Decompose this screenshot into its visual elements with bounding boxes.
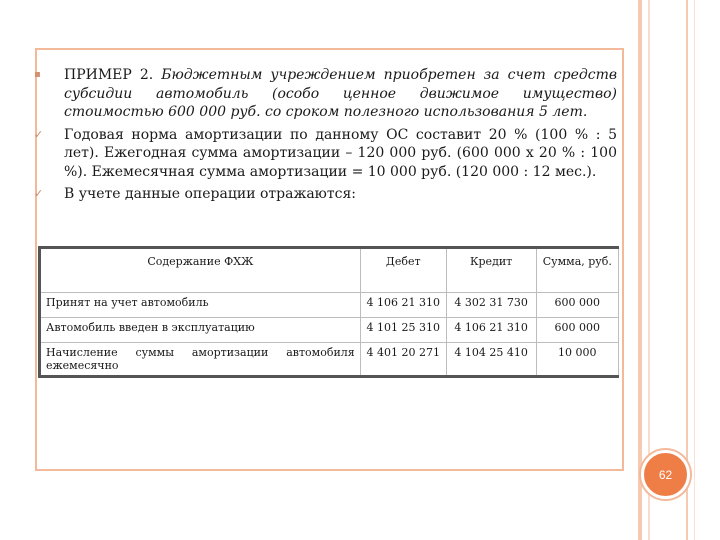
row-sum: 600 000 <box>536 293 618 318</box>
row-debit: 4 401 20 271 <box>360 343 446 377</box>
bullet-accounting <box>32 185 617 204</box>
depreciation-paragraph: Годовая норма амортизации по данному ОС составит 20 % (100 % : 5 лет). Ежегодная сумма амортизации – 120 000 руб. (600 000 х 20 % : 100 %). Ежемесячная сумма амортизации = 10 000 руб. (120 000 : 12 мес.). <box>64 126 617 180</box>
header-debit: Дебет <box>360 248 446 293</box>
row-description: Автомобиль введен в эксплуатацию <box>40 318 361 343</box>
header-content: Содержание ФХЖ <box>40 248 361 293</box>
row-description: Принят на учет автомобиль <box>40 293 361 318</box>
accounting-paragraph: В учете данные операции отражаются: <box>64 186 357 202</box>
header-credit: Кредит <box>446 248 536 293</box>
example-lead: ПРИМЕР 2. <box>64 67 162 83</box>
row-sum: 10 000 <box>536 343 618 377</box>
checkmark-bullet-icon: ✓ <box>34 127 44 141</box>
table-row <box>40 318 619 343</box>
bullet-list <box>32 66 617 208</box>
row-credit: 4 302 31 730 <box>446 293 536 318</box>
checkmark-bullet-icon: ✓ <box>34 187 44 200</box>
desc-word: автомобиля <box>286 346 355 359</box>
desc-word: амортизации <box>191 346 269 359</box>
decorative-stripe <box>694 0 695 540</box>
example-italic-text: Бюджетным учреждением приобретен за счет средств субсидии автомобиль (особо ценное движимое имущество) стоимостью 600 000 руб. со сроком полезного использования 5 лет. <box>64 67 617 120</box>
operations-table <box>38 246 619 378</box>
row-credit: 4 106 21 310 <box>446 318 536 343</box>
table-header-row <box>40 248 619 293</box>
row-sum: 600 000 <box>536 318 618 343</box>
header-sum: Сумма, руб. <box>536 248 618 293</box>
table-row <box>40 343 619 377</box>
row-credit: 4 104 25 410 <box>446 343 536 377</box>
bullet-example <box>32 66 617 122</box>
example-paragraph <box>64 66 617 122</box>
row-debit: 4 106 21 310 <box>360 293 446 318</box>
table-row <box>40 293 619 318</box>
decorative-stripe <box>686 0 688 540</box>
bullet-depreciation-rate <box>32 126 617 182</box>
desc-continuation: ежемесячно <box>46 359 119 372</box>
desc-word: Начисление <box>46 346 118 359</box>
row-debit: 4 101 25 310 <box>360 318 446 343</box>
row-description-line <box>46 346 355 359</box>
row-description <box>40 343 361 377</box>
decorative-stripe <box>638 0 642 540</box>
desc-word: суммы <box>135 346 174 359</box>
page-number-badge: 62 <box>641 450 690 499</box>
dot-bullet-icon: ▪ <box>34 69 41 80</box>
